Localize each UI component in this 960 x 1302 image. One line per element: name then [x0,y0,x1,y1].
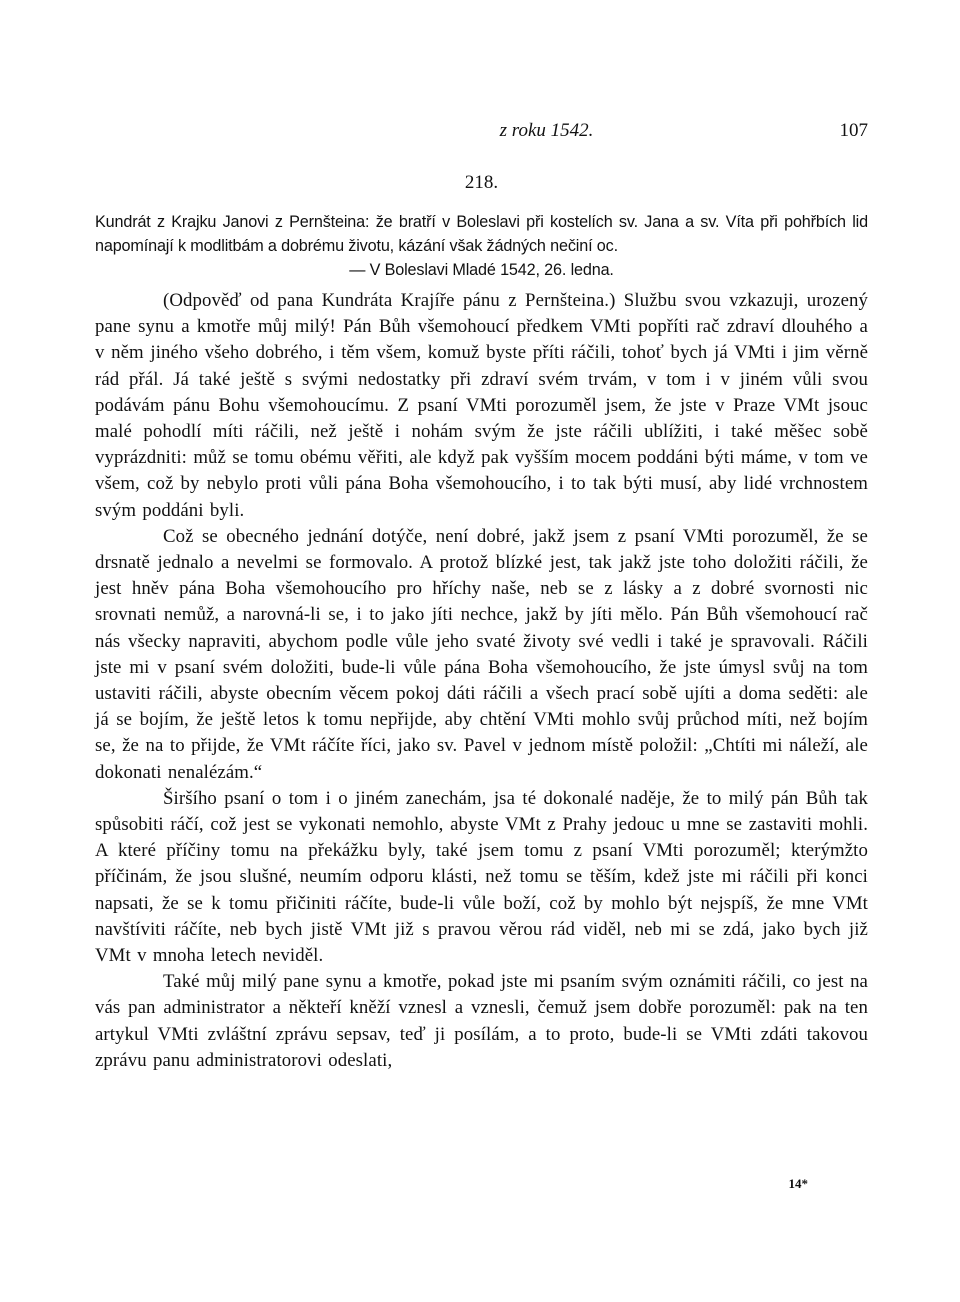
running-head [95,120,868,150]
regest-text: Kundrát z Krajku Janovi z Pernšteina: že bratří v Boleslavi při kostelích sv. Jana a sv. Víta při pohřbích lid napomínají k modlitbám a dobrému životu, kázání však žádných nečiní oc. [95,213,868,255]
page-number: 107 [839,120,868,141]
paragraph-4: Také můj milý pane synu a kmotře, pokad jste mi psaním svým oznámiti ráčili, co jest na vás pan administrator a někteří kněží vznesl a vznesli, čemuž jsem dobře porozuměl: pak na ten artykul VMti zvláštní zprávu sepsav, teď ji posílám, a to proto, bude-li se VMti zdáti takovou zprávu panu administratorovi odeslati, [95,971,868,1071]
paragraph-2: Což se obecného jednání dotýče, není dobré, jakž jsem z psaní VMti porozuměl, že se drsnatě jednalo a nevelmi se formovalo. A protož blízké jest, tak jakž jste toho doložiti ráčili, že jest hněv pána Boha všemohoucího pro hříchy naše, neb se z lásky a z dobré svornosti nic srovnati nemůž, a narovná-li se, i to jako jíti nechce, jakž by jíti mělo. Pán Bůh všemohoucí rač nás všecky napraviti, abychom podle vůle jeho svaté životy své vedli i také je spravovali. Ráčili jste mi v psaní svém doložiti, bude-li vůle pána Boha všemohoucího, že jste úmysl svůj na tom ustaviti ráčili, abyste obecním věcem pokoj dáti ráčili a všech prací sobě ujíti a doma seděti: ale já se bojím, že ještě letos k tomu nepřijde, aby chtění VMti mohlo svůj průchod míti, než bojím se, že na to přijde, že VMt ráčíte říci, jako sv. Pavel v jednom místě položil: „Chtíti mi náleží, ale dokonati nenalézám.“ [95,525,868,783]
paragraph-1: (Odpověď od pana Kundráta Krajíře pánu z Pernšteina.) Službu svou vzkazuji, urozený pane synu a kmotře můj milý! Pán Bůh všemohoucí předkem VMti popříti rač zdraví dlouhého a v něm jiného všeho dobrého, i těm všem, komuž byste příti ráčili, tohoť bych já VMti i jim věrně rád přál. Já také ještě s svými nedostatky při zdraví svém trvám, v tom i v jiném vůli svou podávám pánu Bohu všemohoucímu. Z psaní VMti porozuměl jsem, že jste v Praze VMt jsouc malé pohodlí míti ráčili, než ještě i nohám svým že jste ráčili ublížiti, i také měšec sobě vyprázdniti: můž se tomu obému věřiti, ale když pak vyšším mocem poddáni býti máme, v tom ve všem, což by nebylo proti vůli pána Boha všemohoucího, i to tak býti musí, aby lidé vrchnostem svým poddáni byli. [95,290,868,521]
running-title: z roku 1542. [499,120,594,141]
paragraph-3: Širšího psaní o tom i o jiném zanechám, jsa té dokonalé naděje, že to milý pán Bůh tak spůsobiti ráčí, což jest se vykonati nemohlo, abyste VMt z Prahy jedouc u mne se zastaviti mohli. A které příčiny tomu na překážku byly, také jsem tomu z psaní VMti porozuměl; kterýmžto příčinám, že jsou slušné, neumím odporu klásti, než tomu se těším, kdež jste mi ráčili při konci napsati, že se k tomu přičiniti ráčíte, bude-li vůle boží, což by mohlo být nejspíš, že mne VMt navštíviti ráčíte, neb bych jistě VMt již s pravou věrou rád viděl, neb mi se zdá, jako bych již VMt v mnoha letech neviděl. [95,787,868,967]
letter-text [95,288,868,1074]
page-body [95,162,868,1074]
signature-mark: 14* [788,1176,808,1191]
regest-date-line: — V Boleslavi Mladé 1542, 26. ledna. [349,261,614,279]
document-number: 218. [464,172,499,193]
regest [95,210,868,282]
